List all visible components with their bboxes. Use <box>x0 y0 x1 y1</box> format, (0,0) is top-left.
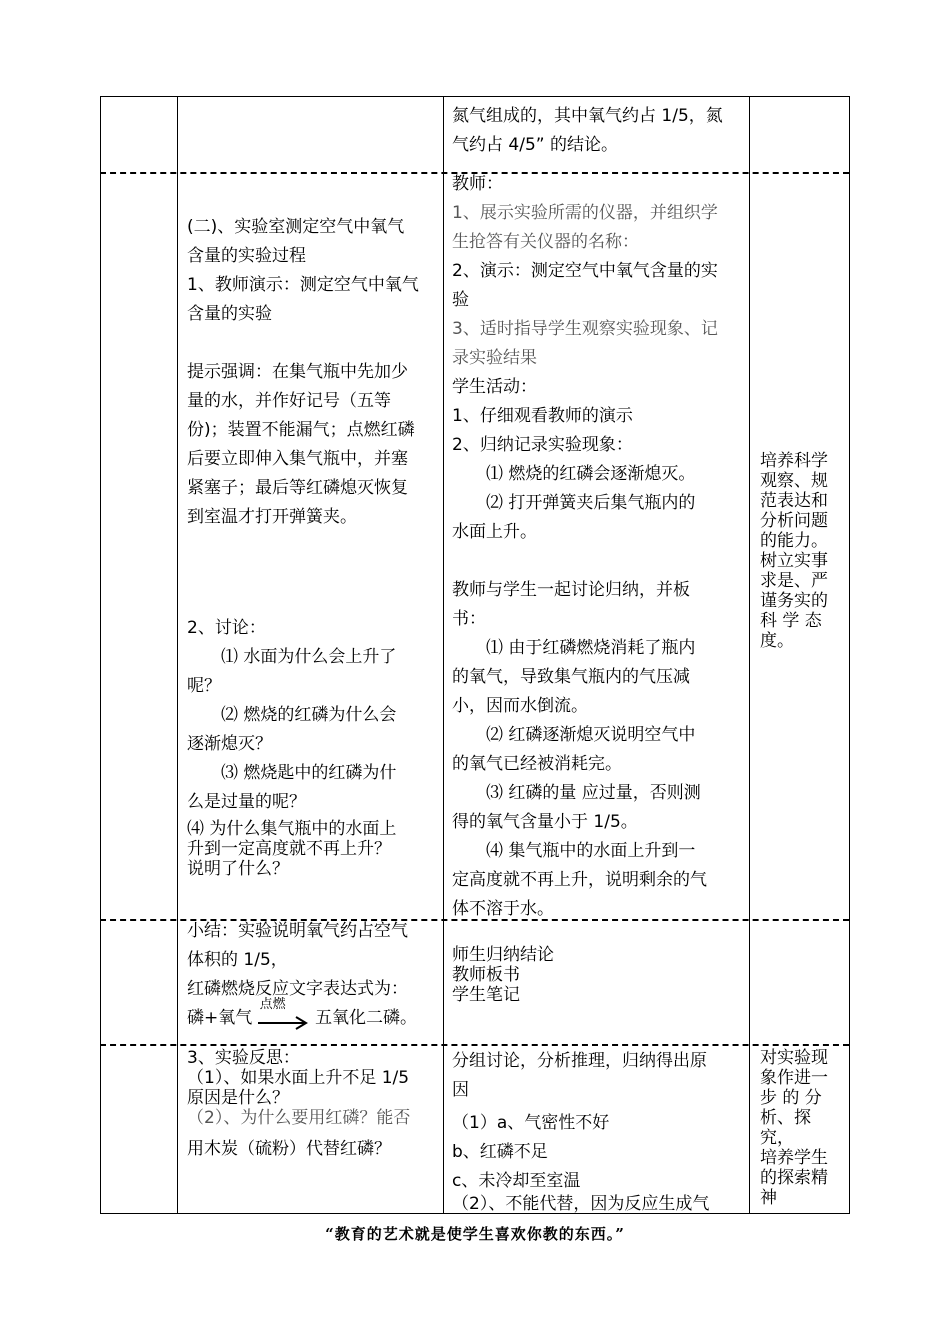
table-border-left <box>100 96 101 1214</box>
question-line: 逐渐熄灭？ <box>187 734 272 754</box>
objective-line: 对实验现 <box>760 1048 828 1068</box>
objective-line: 谨务实的 <box>760 591 828 611</box>
objective-line: 范表达和 <box>760 491 828 511</box>
answer-line: ⑷ 集气瓶中的水面上升到一 <box>486 841 696 861</box>
teacher-step: 2、演示：测定空气中氧气含量的实 <box>452 261 718 281</box>
table-border-right <box>849 96 850 1214</box>
answer-line: 的氧气，导致集气瓶内的气压减 <box>452 667 690 687</box>
observation-line: ⑵ 打开弹簧夹后集气瓶内的 <box>486 493 696 513</box>
activity-line: 学生笔记 <box>452 985 520 1005</box>
reflection-question: 原因是什么？ <box>187 1088 289 1108</box>
equation-reactants: 磷+氧气 <box>187 1008 253 1028</box>
demo-line: 含量的实验 <box>187 304 272 324</box>
row3-activity-cell <box>452 945 742 1005</box>
question-line: ⑵ 燃烧的红磷为什么会 <box>221 705 397 725</box>
discuss-title: 2、讨论： <box>187 618 266 638</box>
objective-line: 科 学 态 <box>760 611 822 631</box>
reflection-question: （2）、为什么要用红磷？能否 <box>187 1108 411 1128</box>
hint-line: 到室温才打开弹簧夹。 <box>187 507 357 527</box>
question-line: ⑷ 为什么集气瓶中的水面上 <box>187 819 397 839</box>
objective-line: 观察、规 <box>760 471 828 491</box>
reason-line: （2）、不能代替，因为反应生成气 <box>452 1194 710 1214</box>
table-top-border <box>100 96 849 97</box>
objective-line: 的能力。 <box>760 531 828 551</box>
activity-line: 因 <box>452 1080 469 1100</box>
row2-question4-block <box>187 819 437 879</box>
demo-line: 1、教师演示：测定空气中氧气 <box>187 275 419 295</box>
reflection-title: 3、实验反思： <box>187 1048 300 1068</box>
answer-line: ⑴ 由于红磷燃烧消耗了瓶内 <box>486 638 696 658</box>
teacher-step: 生抢答有关仪器的名称： <box>452 232 639 252</box>
answer-line: ⑶ 红磷的量 应过量，否则测 <box>486 783 701 803</box>
objective-line: 的探索精 <box>760 1168 828 1188</box>
column-divider-1 <box>177 96 178 1214</box>
answer-line: 体不溶于水。 <box>452 899 554 919</box>
answer-line: 定高度就不再上升，说明剩余的气 <box>452 870 707 890</box>
word-equation <box>187 997 437 1033</box>
objective-line: 树立实事 <box>760 551 828 571</box>
reason-line: b、红磷不足 <box>452 1142 548 1162</box>
question-line: 说明了什么？ <box>187 859 289 879</box>
row4-reflection-cell <box>187 1048 437 1128</box>
student-step: 2、归纳记录实验现象： <box>452 435 633 455</box>
question-line: ⑶ 燃烧匙中的红磷为什 <box>221 763 397 783</box>
objective-line: 析、探究， <box>760 1108 811 1148</box>
objective-line: 步 的 分 <box>760 1088 822 1108</box>
equation-product: 五氧化二磷。 <box>315 1008 418 1028</box>
reason-line: （1）a、气密性不好 <box>452 1113 610 1133</box>
student-step: 1、仔细观看教师的演示 <box>452 406 633 426</box>
observation-line: ⑴ 燃烧的红磷会逐渐熄灭。 <box>486 464 696 484</box>
row3-summary-cell <box>187 917 437 1033</box>
row4-reflection-tail <box>187 1135 437 1164</box>
teacher-step: 验 <box>452 290 469 310</box>
arrow-icon <box>258 1016 310 1030</box>
objective-line: 象作进一 <box>760 1068 828 1088</box>
teacher-step: 1、展示实验所需的仪器，并组织学 <box>452 203 718 223</box>
objective-line: 培养学生 <box>760 1148 828 1168</box>
observation-line: 水面上升。 <box>452 522 537 542</box>
answer-line: ⑵ 红磷逐渐熄灭说明空气中 <box>486 725 696 745</box>
row2-activity-cell <box>452 170 744 924</box>
reflection-question: （1）、如果水面上升不足 1/5 <box>187 1068 410 1088</box>
hint-line: 份)；装置不能漏气；点燃红磷 <box>187 420 415 440</box>
row1-process-cell <box>452 102 742 160</box>
reason-line: c、未冷却至室温 <box>452 1171 581 1191</box>
row-divider-3 <box>100 1044 849 1046</box>
hint-line: 紧塞子；最后等红磷熄灭恢复 <box>187 478 408 498</box>
row4-activity-cell <box>452 1047 744 1219</box>
activity-line: 教师板书 <box>452 965 520 985</box>
question-line: 升到一定高度就不再上升？ <box>187 839 391 859</box>
reflection-question: 用木炭（硫粉）代替红磷？ <box>187 1139 391 1159</box>
activity-line: 分组讨论，分析推理，归纳得出原 <box>452 1051 707 1071</box>
teacher-step: 录实验结果 <box>452 348 537 368</box>
text-line: 气约占 4/5” 的结论。 <box>452 135 618 155</box>
hint-line: 后要立即伸入集气瓶中，并塞 <box>187 449 408 469</box>
teacher-label: 教师： <box>452 174 503 194</box>
summary-line: 小结：实验说明氧气约占空气 <box>187 921 408 941</box>
text-line: 氮气组成的，其中氧气约占 1/5，氮 <box>452 106 723 126</box>
teacher-step: 3、适时指导学生观察实验现象、记 <box>452 319 718 339</box>
question-line: 呢？ <box>187 676 221 696</box>
hint-line: 提示强调：在集气瓶中先加少 <box>187 362 408 382</box>
row4-objective-cell <box>760 1048 844 1208</box>
section-title: 含量的实验过程 <box>187 246 306 266</box>
objective-line: 度。 <box>760 631 794 651</box>
answer-line: 的氧气已经被消耗完。 <box>452 754 622 774</box>
equation-title: 红磷燃烧反应文字表达式为： <box>187 979 408 999</box>
hint-line: 量的水，并作好记号（五等 <box>187 391 391 411</box>
summary-line: 体积的 1/5， <box>187 950 288 970</box>
reaction-condition: 点燃 <box>259 997 286 1012</box>
reaction-arrow <box>258 997 310 1030</box>
column-divider-3 <box>749 96 750 1214</box>
section-title: (二)、实验室测定空气中氧气 <box>187 217 405 237</box>
question-line: ⑴ 水面为什么会上升了 <box>221 647 397 667</box>
row2-discussion-block <box>187 614 437 817</box>
discussion-line: 教师与学生一起讨论归纳，并板 <box>452 580 690 600</box>
discussion-line: 书： <box>452 609 486 629</box>
row2-content-cell <box>187 213 437 532</box>
question-line: 么是过量的呢？ <box>187 792 306 812</box>
objective-line: 培养科学 <box>760 451 828 471</box>
activity-line: 师生归纳结论 <box>452 945 554 965</box>
column-divider-2 <box>443 96 444 1214</box>
student-label: 学生活动： <box>452 377 537 397</box>
objective-line: 分析问题 <box>760 511 828 531</box>
objective-line: 神 <box>760 1188 777 1208</box>
answer-line: 得的氧气含量小于 1/5。 <box>452 812 638 832</box>
page-footer-quote: “教育的艺术就是使学生喜欢你教的东西。” <box>325 1225 625 1243</box>
row2-objective-cell <box>760 451 844 651</box>
objective-line: 求是、严 <box>760 571 828 591</box>
answer-line: 小，因而水倒流。 <box>452 696 588 716</box>
